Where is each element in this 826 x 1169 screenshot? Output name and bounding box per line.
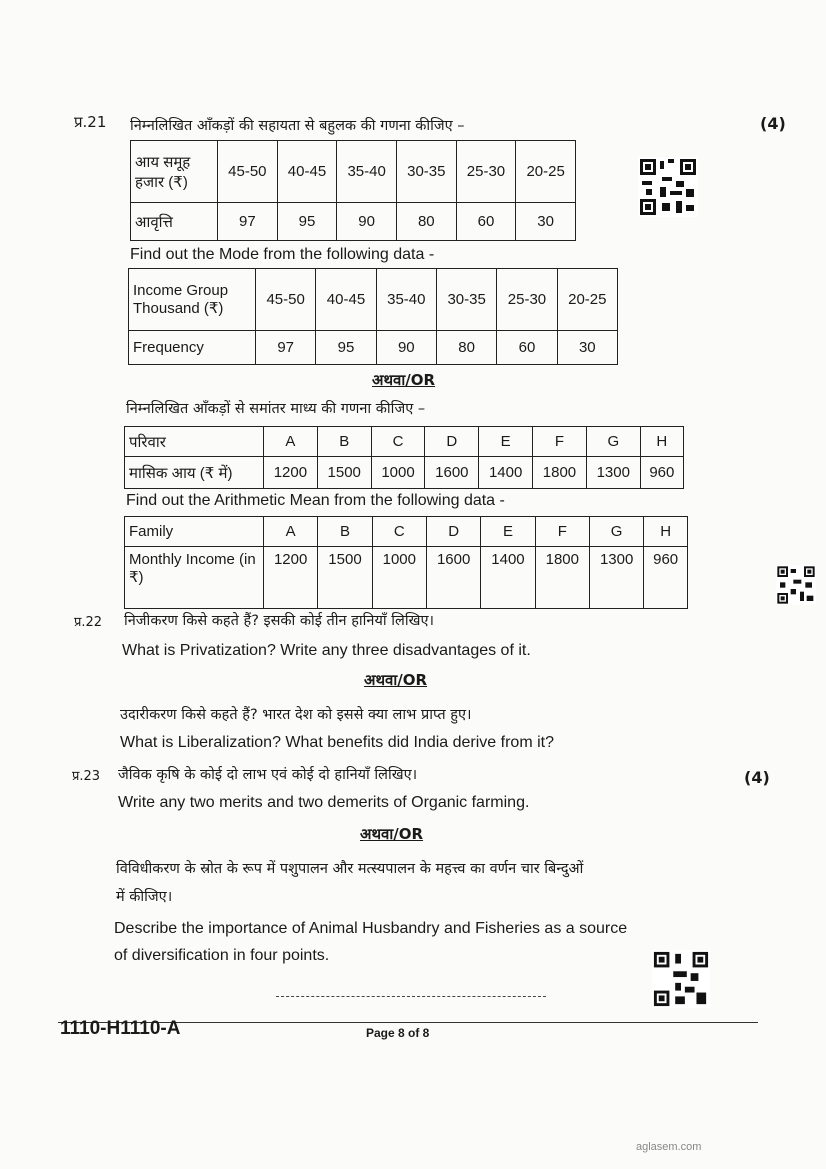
table-cell: 35-40 <box>376 269 436 331</box>
q23-english: Write any two merits and two demerits of Organic farming. <box>118 794 530 811</box>
table-cell: A <box>264 427 318 457</box>
q22-or-english: What is Liberalization? What benefits did India derive from it? <box>120 734 554 751</box>
watermark-text: aglasem.com <box>636 1141 702 1153</box>
qr-code-icon <box>652 950 710 1008</box>
q21-english-mean-table <box>124 516 688 609</box>
question-number-22: प्र.22 <box>74 615 103 630</box>
table-cell: G <box>589 517 643 547</box>
q22-or-label: अथवा/OR <box>364 671 428 689</box>
q22-english: What is Privatization? Write any three disadvantages of it. <box>122 642 531 659</box>
q21-or-english-prompt: Find out the Arithmetic Mean from the following data - <box>126 492 505 509</box>
end-of-paper-divider <box>276 996 546 997</box>
table-cell: 1500 <box>317 457 371 489</box>
table-cell: 60 <box>497 331 557 365</box>
table-cell: D <box>425 427 479 457</box>
table-cell: H <box>640 427 683 457</box>
table-header-cell: Family <box>125 517 264 547</box>
table-cell: 25-30 <box>456 141 516 203</box>
table-cell: B <box>317 427 371 457</box>
table-cell: 30-35 <box>396 141 456 203</box>
paper-code: 1110-H1110-A <box>60 1018 181 1039</box>
table-cell: 1600 <box>426 547 480 609</box>
q21-or-label: अथवा/OR <box>372 371 436 389</box>
table-cell: C <box>371 427 425 457</box>
table-cell: 45-50 <box>256 269 316 331</box>
table-cell: 95 <box>277 203 337 241</box>
table-cell: 1200 <box>264 457 318 489</box>
table-cell: 45-50 <box>218 141 278 203</box>
page-number: Page 8 of 8 <box>366 1026 430 1040</box>
q23-or-english-line2: of diversification in four points. <box>114 947 330 964</box>
table-cell: 30 <box>557 331 617 365</box>
table-cell: 80 <box>396 203 456 241</box>
q22-or-hindi: उदारीकरण किसे कहते हैं? भारत देश को इससे क्या लाभ प्राप्त हुए। <box>120 707 472 723</box>
table-cell: 40-45 <box>277 141 337 203</box>
table-cell: F <box>535 517 589 547</box>
q21-hindi-prompt: निम्नलिखित आँकड़ों की सहायता से बहुलक की गणना कीजिए – <box>130 118 465 134</box>
table-cell: 1500 <box>318 547 372 609</box>
table-cell: F <box>533 427 587 457</box>
table-cell: 1300 <box>589 547 643 609</box>
table-cell: 97 <box>218 203 278 241</box>
table-cell: 1000 <box>372 547 426 609</box>
table-cell: 40-45 <box>316 269 376 331</box>
question-number-23: प्र.23 <box>72 769 101 784</box>
table-cell: 960 <box>640 457 683 489</box>
table-cell: 1200 <box>264 547 318 609</box>
table-cell: 960 <box>644 547 688 609</box>
table-header-cell: आवृत्ति <box>131 203 218 241</box>
table-cell: 90 <box>376 331 436 365</box>
table-cell: 1400 <box>479 457 533 489</box>
table-cell: 30-35 <box>436 269 496 331</box>
table-cell: 1400 <box>481 547 535 609</box>
table-cell: 90 <box>337 203 397 241</box>
table-cell: C <box>372 517 426 547</box>
q21-or-hindi-prompt: निम्नलिखित आँकड़ों से समांतर माध्य की गणना कीजिए – <box>126 401 426 417</box>
table-cell: 20-25 <box>516 141 576 203</box>
table-cell: 1000 <box>371 457 425 489</box>
q21-english-mode-table <box>128 268 618 365</box>
table-cell: 97 <box>256 331 316 365</box>
table-cell: 60 <box>456 203 516 241</box>
table-cell: 1600 <box>425 457 479 489</box>
table-cell: E <box>479 427 533 457</box>
qr-code-icon <box>776 565 816 605</box>
table-header-cell: Frequency <box>129 331 256 365</box>
table-cell: 1300 <box>586 457 640 489</box>
q23-hindi: जैविक कृषि के कोई दो लाभ एवं कोई दो हानियाँ लिखिए। <box>118 767 418 783</box>
qr-code-icon <box>638 157 698 217</box>
table-cell: D <box>426 517 480 547</box>
table-header-cell: आय समूह हजार (₹) <box>131 141 218 203</box>
table-cell: 95 <box>316 331 376 365</box>
q21-english-prompt: Find out the Mode from the following data - <box>130 246 435 263</box>
q23-marks: (4) <box>744 768 770 787</box>
q21-hindi-mode-table <box>130 140 576 241</box>
table-cell: H <box>644 517 688 547</box>
table-cell: A <box>264 517 318 547</box>
table-header-cell: परिवार <box>125 427 264 457</box>
q23-or-hindi-line2: में कीजिए। <box>116 889 173 905</box>
table-cell: 1800 <box>533 457 587 489</box>
table-header-cell: मासिक आय (₹ में) <box>125 457 264 489</box>
q23-or-hindi-line1: विविधीकरण के स्रोत के रूप में पशुपालन और मत्स्यपालन के महत्त्व का वर्णन चार बिन्दुओं <box>116 861 584 877</box>
table-cell: 35-40 <box>337 141 397 203</box>
q23-or-label: अथवा/OR <box>360 825 424 843</box>
table-cell: B <box>318 517 372 547</box>
table-cell: 20-25 <box>557 269 617 331</box>
table-cell: 1800 <box>535 547 589 609</box>
table-header-cell: Monthly Income (in ₹) <box>125 547 264 609</box>
question-number-21: प्र.21 <box>74 113 107 131</box>
table-cell: E <box>481 517 535 547</box>
q21-marks: (4) <box>760 114 786 133</box>
table-cell: 25-30 <box>497 269 557 331</box>
table-header-cell: Income Group Thousand (₹) <box>129 269 256 331</box>
q23-or-english-line1: Describe the importance of Animal Husbandry and Fisheries as a source <box>114 920 628 937</box>
table-cell: G <box>586 427 640 457</box>
table-cell: 80 <box>436 331 496 365</box>
q21-hindi-mean-table <box>124 426 684 489</box>
table-cell: 30 <box>516 203 576 241</box>
q22-hindi: निजीकरण किसे कहते हैं? इसकी कोई तीन हानियाँ लिखिए। <box>124 613 434 629</box>
